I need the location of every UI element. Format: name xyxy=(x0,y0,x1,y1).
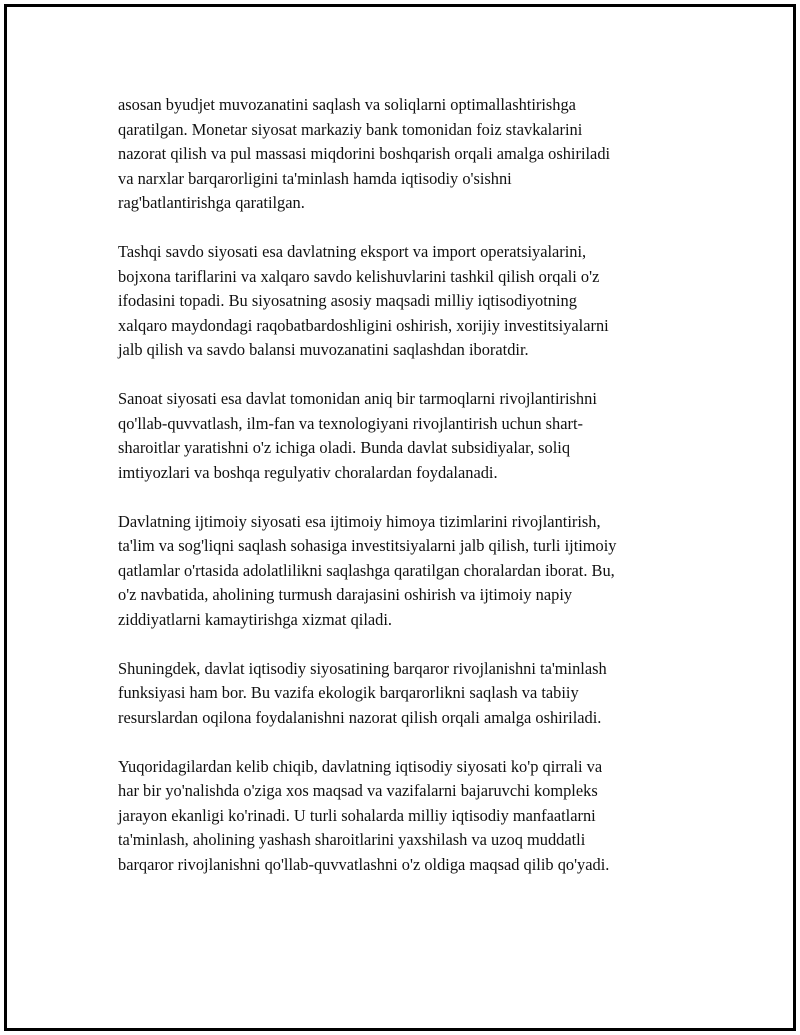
paragraph: Sanoat siyosati esa davlat tomonidan aniq bir tarmoqlarni rivojlantirishni qo'llab-quvvatlash, ilm-fan va texnologiyani rivojlantirish uchun shart- sharoitlar yaratishni o'z ichiga oladi. Bunda davlat subsidiyalar, soliq imtiyozlari va boshqa regulyativ choralardan foydalanadi. xyxy=(118,389,597,482)
paragraph: Yuqoridagilardan kelib chiqib, davlatning iqtisodiy siyosati ko'p qirrali va har bir yo'nalishda o'ziga xos maqsad va vazifalarni bajaruvchi kompleks jarayon ekanligi ko'rinadi. U turli sohalarda milliy iqtisodiy manfaatlarni ta'minlash, aholining yashash sharoitlarini yaxshilash va uzoq muddatli barqaror rivojlanishni qo'llab-quvvatlashni o'z oldiga maqsad qilib qo'yadi. xyxy=(118,756,610,874)
document-body xyxy=(118,93,688,902)
paragraph: asosan byudjet muvozanatini saqlash va soliqlarni optimallashtirishga qaratilgan. Monetar siyosat markaziy bank tomonidan foiz stavkalarini nazorat qilish va pul massasi miqdorini boshqarish orqali amalga oshiriladi va narxlar barqarorligini ta'minlash hamda iqtisodiy o'sishni rag'batlantirishga qaratilgan. xyxy=(118,95,611,212)
paragraph: Davlatning ijtimoiy siyosati esa ijtimoiy himoya tizimlarini rivojlantirish, ta'lim va sog'liqni saqlash sohasiga investitsiyalarni jalb qilish, turli ijtimoiy qatlamlar o'rtasida adolatlilikni saqlashga qaratilgan choralardan iborat. Bu, o'z navbatida, aholining turmush darajasini oshirish va ijtimoiy napiy ziddiyatlarni kamaytirishga xizmat qiladi. xyxy=(118,511,617,629)
paragraph: Shuningdek, davlat iqtisodiy siyosatining barqaror rivojlanishni ta'minlash funksiyasi ham bor. Bu vazifa ekologik barqarorlikni saqlash va tabiiy resurslardan oqilona foydalanishni nazorat qilish orqali amalga oshiriladi. xyxy=(118,658,607,727)
paragraph: Tashqi savdo siyosati esa davlatning eksport va import operatsiyalarini, bojxona tariflarini va xalqaro savdo kelishuvlarini tashkil qilish orqali o'z ifodasini topadi. Bu siyosatning asosiy maqsadi milliy iqtisodiyotning xalqaro maydondagi raqobatbardoshligini oshirish, xorijiy investitsiyalarni jalb qilish va savdo balansi muvozanatini saqlashdan iboratdir. xyxy=(118,242,609,359)
